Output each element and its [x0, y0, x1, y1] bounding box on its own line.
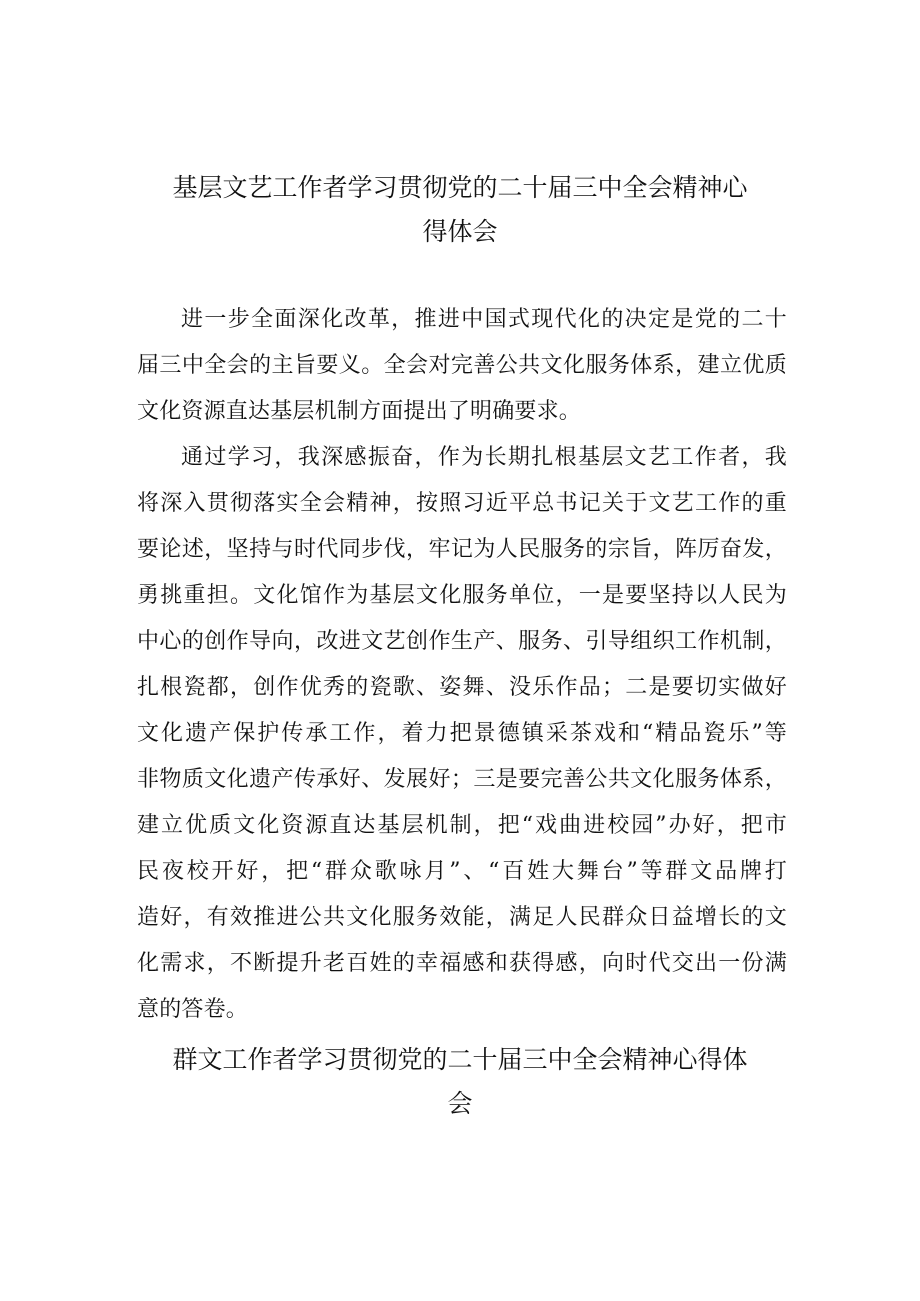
paragraph-line: 中心的创作导向，改进文艺创作生产、服务、引导组织工作机制， — [137, 629, 787, 654]
article-1-paragraph-2 — [137, 435, 787, 1033]
paragraph-line: 通过学习，我深感振奋，作为长期扎根基层文艺工作者，我 — [181, 445, 787, 470]
paragraph-line: 扎根瓷都，创作优秀的瓷歌、姿舞、没乐作品；二是要切实做好 — [137, 675, 787, 700]
article-1-title — [130, 166, 790, 254]
paragraph-line: 将深入贯彻落实全会精神，按照习近平总书记关于文艺工作的重 — [137, 491, 787, 516]
article-1-paragraph-1 — [137, 297, 787, 435]
paragraph-line: 意的答卷。 — [137, 997, 249, 1022]
paragraph-line: 民夜校开好，把“群众歌咏月”、“百姓大舞台”等群文品牌打 — [137, 859, 787, 884]
paragraph-line: 建立优质文化资源直达基层机制，把“戏曲进校园”办好，把市 — [137, 813, 787, 838]
article-2-title-line: 会 — [447, 1089, 473, 1118]
paragraph-line: 造好，有效推进公共文化服务效能，满足人民群众日益增长的文 — [137, 905, 787, 930]
paragraph-line: 要论述，坚持与时代同步伐，牢记为人民服务的宗旨，阵厉奋发， — [137, 537, 787, 562]
paragraph-line: 勇挑重担。文化馆作为基层文化服务单位，一是要坚持以人民为 — [137, 583, 787, 608]
paragraph-line: 进一步全面深化改革，推进中国式现代化的决定是党的二十 — [181, 307, 787, 332]
paragraph-line: 化需求，不断提升老百姓的幸福感和获得感，向时代交出一份满 — [137, 951, 787, 976]
article-2-title-line: 群文工作者学习贯彻党的二十届三中全会精神心得体 — [172, 1045, 748, 1074]
article-2-title — [130, 1038, 790, 1126]
article-1-title-line: 得体会 — [422, 217, 498, 246]
paragraph-line: 文化遗产保护传承工作，着力把景德镇采茶戏和“精品瓷乐”等 — [137, 721, 787, 746]
paragraph-line: 非物质文化遗产传承好、发展好；三是要完善公共文化服务体系， — [137, 767, 787, 792]
article-1-title-line: 基层文艺工作者学习贯彻党的二十届三中全会精神心 — [172, 173, 748, 202]
paragraph-line: 届三中全会的主旨要义。全会对完善公共文化服务体系，建立优质 — [137, 353, 787, 378]
paragraph-line: 文化资源直达基层机制方面提出了明确要求。 — [137, 399, 582, 424]
